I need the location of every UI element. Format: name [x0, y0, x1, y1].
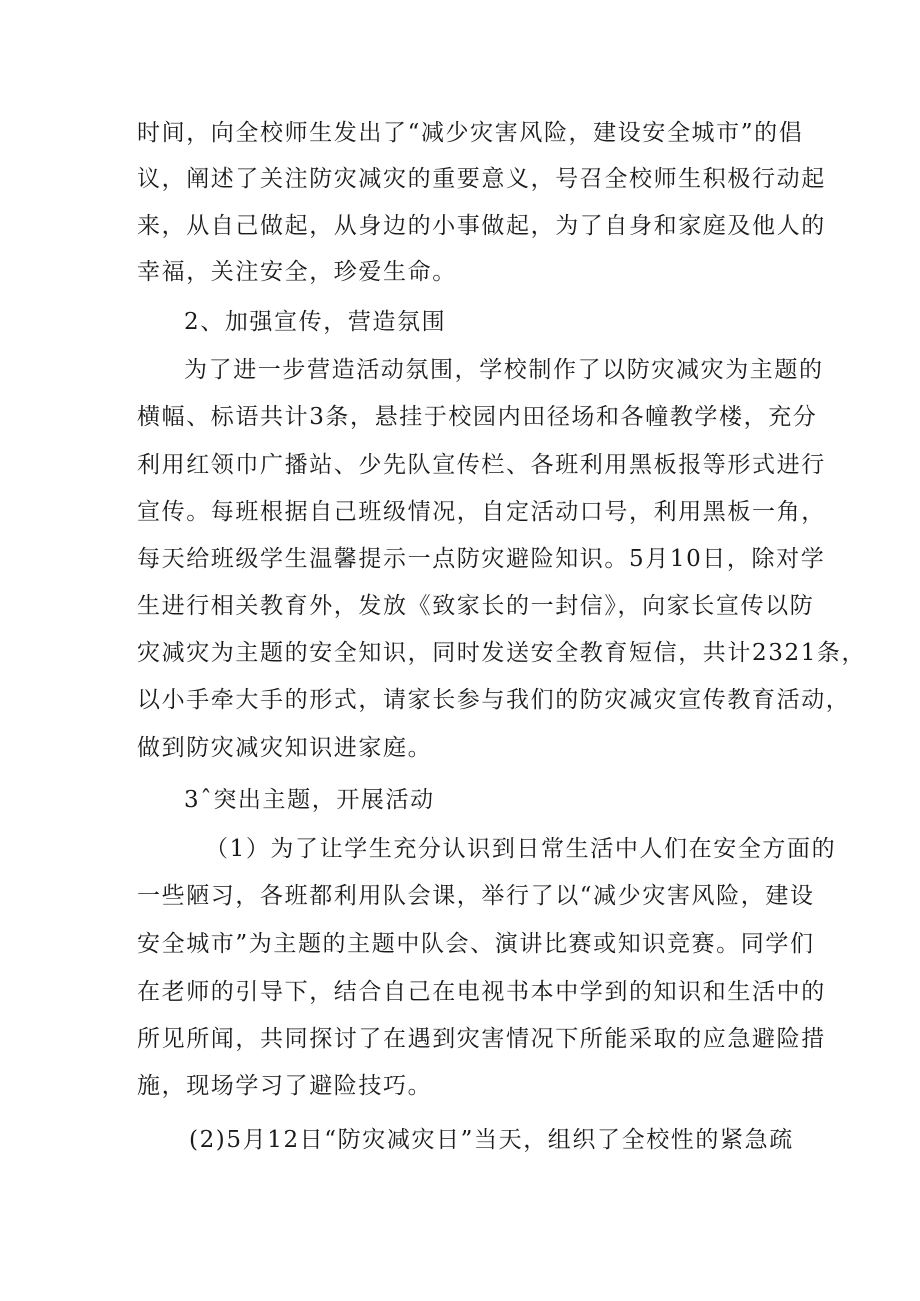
text-line: 议，阐述了关注防灾减灾的重要意义，号召全校师生积极行动起: [137, 166, 826, 192]
text-line: 一些陋习，各班都利用队会课，举行了以“减少灾害风险，建设: [137, 883, 815, 909]
text-line: 时间，向全校师生发出了“减少灾害风险，建设安全城市”的倡: [137, 120, 804, 146]
text-line: 宣传。每班根据自己班级情况，自定活动口号，利用黑板一角，: [137, 499, 826, 525]
text-line: 以小手牵大手的形式，请家长参与我们的防灾减灾宣传教育活动，: [137, 687, 851, 713]
section-heading: 3ˆ突出主题，开展活动: [184, 787, 435, 813]
text-line: 利用红领巾广播站、少先队宣传栏、各班利用黑板报等形式进行: [137, 452, 826, 478]
text-line: 每天给班级学生温馨提示一点防灾避险知识。5月10日，除对学: [137, 546, 826, 572]
text-line: 横幅、标语共计3条，悬挂于校园内田径场和各幢教学楼，充分: [137, 404, 818, 430]
text-line: 在老师的引导下，结合自己在电视书本中学到的知识和生活中的: [137, 979, 826, 1005]
text-line: 幸福，关注安全，珍爱生命。: [137, 259, 457, 285]
text-line: 施，现场学习了避险技巧。: [137, 1073, 433, 1099]
text-line: 为了进一步营造活动氛围，学校制作了以防灾减灾为主题的: [184, 357, 824, 383]
text-line: 安全城市”为主题的主题中队会、演讲比赛或知识竞赛。同学们: [137, 931, 815, 957]
text-line: 做到防灾减灾知识进家庭。: [137, 735, 433, 761]
text-line: 所见所闻，共同探讨了在遇到灾害情况下所能采取的应急避险措: [137, 1026, 826, 1052]
section-heading: 2、加强宣传，营造氛围: [184, 309, 447, 335]
text-line: 生进行相关教育外，发放《致家长的一封信》，向家长宣传以防: [137, 593, 815, 619]
text-line: 灾减灾为主题的安全知识，同时发送安全教育短信，共计2321条，: [137, 640, 867, 666]
text-line: (2)5月12日“防灾减灾日”当天，组织了全校性的紧急疏: [189, 1127, 794, 1153]
text-line: （1）为了让学生充分认识到日常生活中人们在安全方面的: [205, 836, 837, 862]
text-line: 来，从自己做起，从身边的小事做起，为了自身和家庭及他人的: [137, 213, 826, 239]
